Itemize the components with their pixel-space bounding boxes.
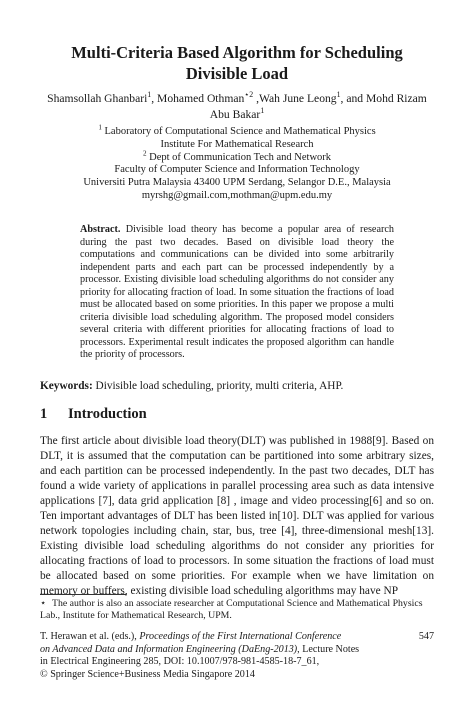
citation-editors: T. Herawan et al. (eds.), xyxy=(40,631,140,642)
author-4: and Mohd Rizam Abu Bakar xyxy=(209,92,427,121)
keywords xyxy=(40,379,434,393)
author-2-affiliation-mark: ⋆2 xyxy=(244,90,254,100)
affiliation-1-line-1: Laboratory of Computational Science and Mathematical Physics xyxy=(104,126,376,137)
title-line-2: Divisible Load xyxy=(185,64,289,83)
author-2: Mohamed Othman xyxy=(157,92,245,105)
citation-proceedings: Proceedings of the First International Conference xyxy=(139,631,342,642)
affiliation-university: Universiti Putra Malaysia 43400 UPM Serdang, Selangor D.E., Malaysia xyxy=(83,177,391,189)
footnote-text: The author is also an associate researcher at Computational Science and Mathematical Physics Lab., Institute for Mathematical Research, UPM. xyxy=(40,598,423,622)
author-1-affiliation-mark: 1 xyxy=(147,90,152,100)
keywords-label: Keywords: xyxy=(40,380,93,392)
affiliations xyxy=(40,123,434,203)
author-4-affiliation-mark: 1 xyxy=(260,106,265,116)
affiliation-1-line-2: Institute For Mathematical Research xyxy=(160,138,314,150)
author-3-affiliation-mark: 1 xyxy=(336,90,341,100)
body-paragraph: The first article about divisible load theory(DLT) was published in 1988[9]. Based on DLT, it is assumed that the computation can be partitioned into some arbitrary sizes, and each partition can be processed independently. In the past two decades, DLT has found a wide variety of applications in parallel processing area such as data intensive applications [7], data grid application [8] , image and video processing[6] and so on. Ten important advantages of DLT has been listed in[10]. DLT was applied for various network topologies including chain, star, bus, tree [4], three-dimensional mesh[13]. Existing divisible load scheduling algorithms do not consider any priorities for allocating fractions of load to processors. In some situation the fractions of load must be allocated based on some priorities. For example when we have limitation on memory or buffers, existing divisible load scheduling algorithms may have NP xyxy=(40,435,434,598)
section-number: 1 xyxy=(40,406,48,422)
keywords-text: Divisible load scheduling, priority, multi criteria, AHP. xyxy=(95,380,344,392)
footnote xyxy=(40,598,434,623)
citation-series: , Lecture Notes xyxy=(297,643,360,655)
citation-conference: on Advanced Data and Information Engineering (DaEng-2013) xyxy=(40,643,298,655)
title-line-1: Multi-Criteria Based Algorithm for Scheduling xyxy=(71,43,403,62)
citation-copyright: © Springer Science+Business Media Singapore 2014 xyxy=(40,668,255,680)
abstract xyxy=(80,224,394,362)
citation-doi: in Electrical Engineering 285, DOI: 10.1007/978-981-4585-18-7_61, xyxy=(40,656,320,668)
paper-title xyxy=(40,42,434,84)
affiliation-2-mark: 2 xyxy=(142,149,147,158)
author-3: Wah June Leong xyxy=(258,92,337,105)
abstract-text: Divisible load theory has become a popular area of research during the past two decades. Based on divisible load theory the computations and communications can be divided into some arbitrarily independent parts and each part can be processed independently by a processor. Existing divisible load scheduling algorithms do not consider any priority for allocating fraction of load. In some situation the fractions of load must be allocated based on some priorities. In this paper we propose a multi criteria divisible load scheduling algorithm. The proposed model considers several criteria with different priorities for allocating fractions of load to processors. Experimental result indicates the proposed algorithm can handle the priority of processors. xyxy=(80,224,394,361)
author-1: Shamsollah Ghanbari xyxy=(47,92,148,105)
affiliation-1-mark: 1 xyxy=(98,123,102,132)
citation-block xyxy=(40,631,380,681)
affiliation-2-line-1: Dept of Communication Tech and Network xyxy=(149,151,332,163)
affiliation-2-line-2: Faculty of Computer Science and Information Technology xyxy=(114,164,360,176)
footnote-mark: ⋆ xyxy=(40,598,47,609)
section-heading xyxy=(40,405,434,423)
abstract-label: Abstract. xyxy=(80,224,121,235)
footnote-rule xyxy=(40,594,126,595)
author-emails: myrshg@gmail.com,mothman@upm.edu.my xyxy=(141,189,333,201)
section-title: Introduction xyxy=(68,406,147,422)
page-number: 547 xyxy=(418,631,434,642)
author-list: Shamsollah Ghanbari$^1$, Mohamed Othman$^{⋆2}$ ,Wah June Leong$^1$, and Mohd Rizam Abu Bakar$^1$ xyxy=(47,90,427,121)
